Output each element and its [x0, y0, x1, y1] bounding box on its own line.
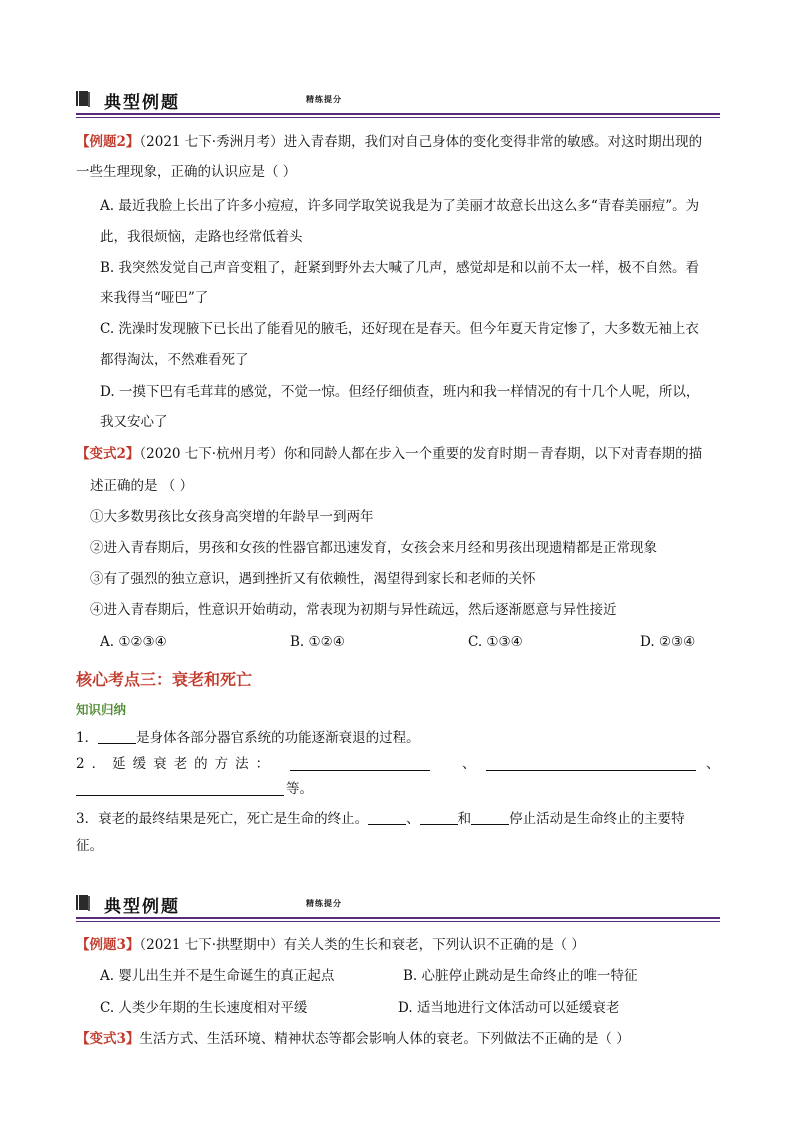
fill-blank[interactable]	[290, 756, 430, 771]
header-rule	[76, 917, 720, 919]
variant-3-tag: 【变式3】	[76, 1031, 140, 1047]
section-title: 典型例题	[104, 93, 180, 113]
fill-blank[interactable]	[98, 729, 136, 744]
book-icon	[76, 895, 90, 911]
core-point-heading: 核心考点三：衰老和死亡	[76, 670, 253, 689]
section-subtitle: 精练提分	[306, 94, 342, 104]
knowledge-item-2-label: 2．延缓衰老的方法：	[76, 756, 277, 772]
section-subtitle: 精练提分	[306, 898, 342, 908]
fill-blank[interactable]	[76, 781, 284, 796]
example-2-option-c: C. 洗澡时发现腋下已长出了能看见的腋毛，还好现在是春天。但今年夏天肯定惨了，大多数无袖上衣	[100, 321, 699, 337]
example-2-option-b: B. 我突然发觉自己声音变粗了，赶紧到野外去大喊了几声，感觉却是和以前不太一样，极不自然。看	[100, 260, 700, 276]
knowledge-summary-label: 知识归纳	[76, 702, 127, 717]
variant-2-statement-1: ①大多数男孩比女孩身高突增的年龄早一到两年	[90, 509, 374, 525]
example-2-option-c-cont: 都得淘汰，不然难看死了	[100, 352, 249, 368]
example-3-option-d: D. 适当地进行文体活动可以延缓衰老	[398, 1000, 620, 1016]
header-rule	[76, 113, 720, 115]
example-2-option-a-cont: 此，我很烦恼，走路也经常低着头	[100, 229, 303, 245]
section-title: 典型例题	[104, 897, 180, 917]
knowledge-item-3: 3．衰老的最终结果是死亡，死亡是生命的终止。 、 和 停止活动是生命终止的主要特	[76, 811, 685, 827]
fill-blank[interactable]	[471, 810, 509, 825]
example-2-option-d: D. 一摸下巴有毛茸茸的感觉，不觉一惊。但经仔细侦查，班内和我一样情况的有十几个人呢，所以，	[100, 384, 700, 400]
example-2-line-1: 【例题2】（2021 七下·秀洲月考）进入青春期，我们对自己身体的变化变得非常的敏感。对这时期出现的	[76, 134, 703, 150]
example-3-tag: 【例题3】	[76, 937, 140, 953]
variant-2-option-d: D. ②③④	[640, 634, 696, 650]
example-2-tag: 【例题2】	[76, 134, 140, 150]
example-3-line-1: 【例题3】（2021 七下·拱墅期中）有关人类的生长和衰老，下列认识不正确的是（ ）	[76, 937, 585, 953]
knowledge-item-3-cont: 征。	[76, 838, 103, 854]
variant-2-option-a: A. ①②③④	[100, 634, 167, 650]
example-3-option-a: A. 婴儿出生并不是生命诞生的真正起点	[100, 968, 335, 984]
header-rule-thin	[76, 117, 720, 118]
example-2-option-a: A. 最近我脸上长出了许多小痘痘，许多同学取笑说我是为了美丽才故意长出这么多“青春美丽痘”。为	[100, 198, 700, 214]
fill-blank[interactable]	[486, 756, 696, 771]
header-rule-thin	[76, 921, 720, 922]
example-2-line-2: 一些生理现象，正确的认识应是（ ）	[76, 164, 297, 180]
variant-2-tag: 【变式2】	[76, 446, 140, 462]
fill-blank[interactable]	[420, 810, 458, 825]
book-icon	[76, 91, 90, 107]
variant-3-line-1: 【变式3】生活方式、生活环境、精神状态等都会影响人体的衰老。下列做法不正确的是（ ）	[76, 1031, 630, 1047]
section-header	[76, 892, 720, 926]
example-3-option-c: C. 人类少年期的生长速度相对平缓	[100, 1000, 308, 1016]
example-2-option-d-cont: 我又安心了	[100, 414, 168, 430]
knowledge-item-1: 1． 是身体各部分器官系统的功能逐渐衰退的过程。	[76, 730, 420, 746]
variant-2-statement-3: ③有了强烈的独立意识，遇到挫折又有依赖性，渴望得到家长和老师的关怀	[90, 571, 536, 587]
variant-2-option-b: B. ①②④	[290, 634, 345, 650]
section-header	[76, 88, 720, 122]
example-3-option-b: B. 心脏停止跳动是生命终止的唯一特征	[403, 968, 638, 984]
variant-2-line-2: 述正确的是 （ ）	[90, 478, 194, 494]
variant-2-statement-4: ④进入青春期后，性意识开始萌动，常表现为初期与异性疏远，然后逐渐愿意与异性接近	[90, 602, 617, 618]
fill-blank[interactable]	[368, 810, 406, 825]
example-2-option-b-cont: 来我得当“哑巴”了	[100, 290, 209, 306]
variant-2-statement-2: ②进入青春期后，男孩和女孩的性器官都迅速发育，女孩会来月经和男孩出现遗精都是正常现象	[90, 540, 657, 556]
knowledge-item-2-end: 等。	[286, 781, 313, 797]
variant-2-option-c: C. ①③④	[468, 634, 523, 650]
variant-2-line-1: 【变式2】（2020 七下·杭州月考）你和同龄人都在步入一个重要的发育时期－青春期，以下对青春期的描	[76, 446, 703, 462]
worksheet-page: 典型例题 精练提分 【例题2】（2021 七下·秀洲月考）进入青春期，我们对自己身体的变化变得非常的敏感。对这时期出现的 一些生理现象，正确的认识应是（ ） A. 最近我脸上长出了许多小痘痘，许多同学取笑说我是为了美丽才故意长出这么多“青春美丽痘”。为 此，我很烦恼，走路也经常低着头 B. 我突然发觉自己声音变粗了，赶紧到野外去大喊了几声，感觉却是和以前不太一样，极不自然。看 来我得当“哑巴”了 C. 洗澡时发现腋下已长出了能看见的腋毛，还好现在是春天。但今年夏天肯定惨了，大多数无袖上衣 都得淘汰，不然难看死了 D. 一摸下巴有毛茸茸的感觉，不觉一惊。但经仔细侦查，班内和我一样情况的有十几个人呢，所以， 我又安心了 【变式2】（2020 七下·杭州月考）你和同龄人都在步入一个重要的发育时期－青春期，以下对青春期的描 述正确的是 （ ） ①大多数男孩比女孩身高突增的年龄早一到两年 ②进入青春期后，男孩和女孩的性器官都迅速发育，女孩会来月经和男孩出现遗精都是正常现象 ③有了强烈的独立意识，遇到挫折又有依赖性，渴望得到家长和老师的关怀 ④进入青春期后，性意识开始萌动，常表现为初期与异性疏远，然后逐渐愿意与异性接近 A. ①②③④ B. ①②④ C. ①③④ D. ②③④ 核心考点三：衰老和死亡 知识归纳 1． 是身体各部分器官系统的功能逐渐衰退的过程。 2．延缓衰老的方法： 、 、 等。 3．衰老的最终结果是死亡，死亡是生命的终止。 、 和 停止活动是生命终止的主要特 征。 典型例题 精练提分 【例题3】（2021 七下·拱墅期中）有关人类的生长和衰老，下列认识不正确的是（ ） A. 婴儿出生并不是生命诞生的真正起点 B. 心脏停止跳动是生命终止的唯一特征 C. 人类少年期的生长速度相对平缓 D. 适当地进行文体活动可以延缓衰老 【变式3】生活方式、生活环境、精神状态等都会影响人体的衰老。下列做法不正确的是（ ）	[0, 0, 794, 1123]
